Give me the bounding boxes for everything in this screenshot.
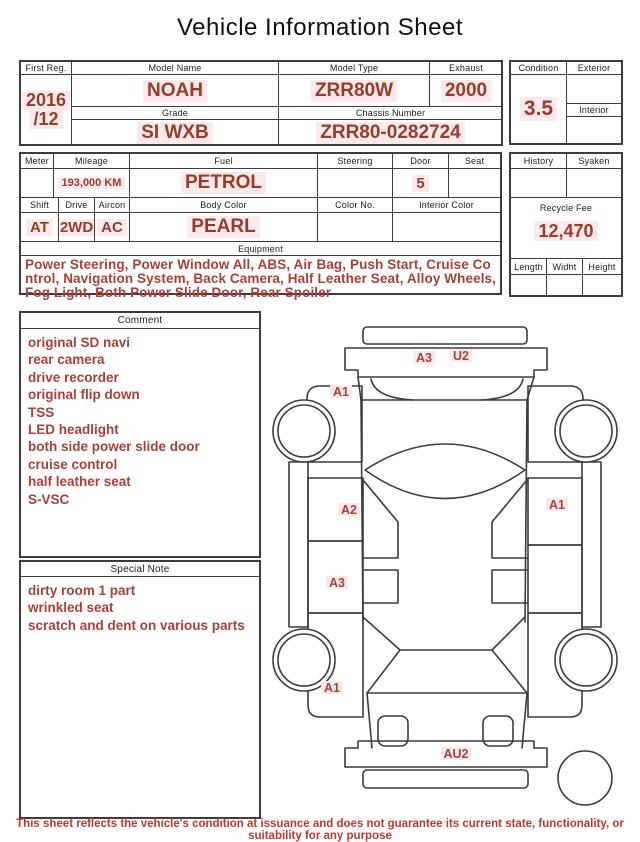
note-line: cruise control: [28, 456, 118, 472]
recycle-fee-cell: [511, 198, 621, 259]
first-reg-value: 2016 /12: [21, 75, 72, 145]
vehicle-identity-table: [19, 60, 503, 146]
note-line: dirty room 1 part: [28, 583, 136, 598]
body-color-value: PEARL: [130, 213, 318, 242]
exhaust-label: Exhaust: [430, 62, 502, 75]
chassis-number-value: ZRR80-0282724: [279, 120, 502, 145]
wheels: [273, 400, 617, 805]
special-note-lines: [28, 582, 255, 634]
syaken-label: Syaken: [567, 154, 621, 169]
seat-label: Seat: [449, 154, 500, 169]
note-line: original flip down: [28, 387, 140, 403]
interior-label: Interior: [567, 104, 621, 117]
c-pillar-shapes: [363, 617, 525, 650]
equipment-label: Equipment: [21, 242, 500, 256]
color-no-label: Color No.: [318, 198, 393, 213]
exterior-label: Exterior: [567, 62, 621, 75]
steering-value: [318, 169, 393, 198]
b-pillar-right-shape: [492, 480, 527, 603]
damage-marks: [321, 349, 568, 761]
history-label: History: [511, 154, 567, 169]
rocker-right-shape: [582, 462, 601, 627]
damage-mark-u2: U2: [453, 349, 469, 363]
interior-value: [567, 117, 621, 143]
fuel-label: Fuel: [130, 154, 318, 169]
aircon-label: Aircon: [95, 198, 130, 213]
damage-mark-a3: A3: [416, 351, 432, 365]
windshield-shape: [358, 377, 534, 400]
note-line: wrinkled seat: [28, 600, 114, 616]
meter-value: [21, 169, 54, 198]
model-type-label: Model Type: [279, 62, 430, 75]
note-line: drive recorder: [28, 369, 119, 385]
page-title: Vehicle Information Sheet: [176, 14, 463, 41]
damage-mark-a1: A1: [333, 385, 349, 399]
rocker-left-shape: [289, 462, 308, 627]
widht-label: Widht: [547, 259, 583, 275]
spare-tire: [558, 751, 612, 805]
mileage-value: 193,000 KM: [54, 169, 130, 198]
height-value: [583, 275, 621, 295]
note-line: TSS: [28, 404, 55, 420]
grade-label: Grade: [72, 107, 279, 120]
seat-value: [449, 169, 500, 198]
history-value: [511, 169, 567, 198]
hood-shape: [345, 348, 547, 377]
condition-value: 3.5: [511, 75, 567, 143]
exhaust-value: 2000: [430, 75, 502, 107]
fees-table: [509, 152, 623, 297]
shift-label: Shift: [21, 198, 59, 213]
door-value: 5: [393, 169, 449, 198]
special-note-label: Special Note: [21, 562, 259, 577]
front-bumper-shape: [363, 327, 527, 344]
length-label: Length: [511, 259, 547, 275]
shift-value: AT: [21, 213, 59, 242]
body-color-label: Body Color: [130, 198, 318, 213]
b-pillar-left-shape: [363, 480, 398, 603]
equipment-value: Power Steering, Power Window All, ABS, Air Bag, Push Start, Cruise Control, Navigation System, Back Camera, Half Leather Seat, Alloy Wheels, Fog Light, Both Power Slide Door, Rear Spoiler: [25, 257, 496, 300]
note-line: both side power slide door: [28, 439, 200, 455]
note-line: original SD navi: [28, 335, 131, 350]
interior-color-value: [393, 213, 500, 242]
condition-label: Condition: [511, 62, 567, 75]
model-type-value: ZRR80W: [279, 75, 430, 107]
color-no-value: [318, 213, 393, 242]
drive-value: 2WD: [59, 213, 95, 242]
note-line: S-VSC: [28, 491, 70, 507]
spec-table: [19, 152, 502, 300]
comment-lines: [28, 334, 255, 508]
tailgate-lower-shape: [363, 770, 528, 788]
model-name-value: NOAH: [72, 75, 279, 107]
syaken-value: [567, 169, 621, 198]
steering-label: Steering: [318, 154, 393, 169]
drive-label: Drive: [59, 198, 95, 213]
slide-door-right-shape: [528, 545, 582, 613]
note-line: scratch and dent on various parts: [28, 617, 245, 633]
meter-label: Meter: [21, 154, 54, 169]
damage-mark-a1: A1: [549, 498, 565, 512]
car-diagram: [265, 313, 640, 818]
mileage-label: Mileage: [54, 154, 130, 169]
damage-mark-a1: A1: [324, 681, 340, 695]
note-line: LED headlight: [28, 422, 119, 438]
damage-mark-a3: A3: [329, 576, 345, 590]
chassis-number-label: Chassis Number: [279, 107, 502, 120]
height-label: Height: [583, 259, 621, 275]
model-name-label: Model Name: [72, 62, 279, 75]
grade-value: SI WXB: [72, 120, 279, 145]
damage-mark-a2: A2: [341, 503, 357, 517]
door-label: Door: [393, 154, 449, 169]
first-reg-label: First Reg.: [21, 62, 72, 75]
roof-shape: [365, 444, 525, 499]
note-line: rear camera: [28, 352, 105, 368]
interior-color-label: Interior Color: [393, 198, 500, 213]
disclaimer-text: This sheet reflects the vehicle's condition at issuance and does not guarantee its current state, functionality, or suitability for any purpose: [16, 818, 624, 842]
recycle-fee-label: Recycle Fee: [539, 203, 593, 213]
aircon-value: AC: [95, 213, 130, 242]
rear-panel-shape: [367, 693, 527, 748]
special-note-box: [19, 560, 261, 819]
widht-value: [547, 275, 583, 295]
comment-box: [19, 311, 261, 558]
rear-glass-shape: [367, 650, 527, 693]
fuel-value: PETROL: [130, 169, 318, 198]
recycle-fee-value: 12,470: [534, 221, 597, 242]
comment-label: Comment: [21, 313, 259, 329]
exterior-value: [567, 75, 621, 104]
condition-table: [509, 60, 623, 145]
length-value: [511, 275, 547, 295]
note-line: half leather seat: [28, 474, 131, 490]
damage-mark-au2: AU2: [443, 747, 469, 761]
